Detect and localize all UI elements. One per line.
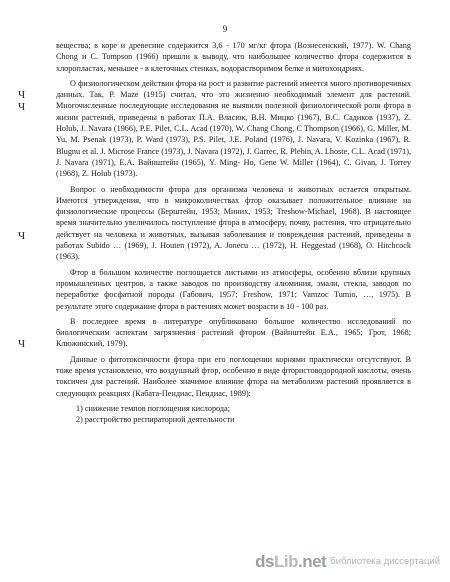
paragraph: Данные о фитотоксичности фтора при его поглощении корнями практически отсутствуют. В тоже время установлено, что воздушный фтор, особенно в виде фтористоводородной кислоты, очень токсичен для растений. Наиболее значимое влияние фтора на метаболизм растений проявляется в следующих реакциях (Кабата-Пендиас, Пендиас, 1989): [56, 354, 411, 398]
watermark-caption: библиотека диссертаций [330, 556, 440, 567]
effects-list [56, 403, 411, 426]
margin-mark: Ч [18, 230, 26, 242]
paragraph: О физиологическом действии фтора на рост и развитие растений имеется много противоречивых данных. Так, P. Maze (1915) считал, что это жизненно необходимый элемент для растений. Многочисленные последующие исследования не выявили полезной физиологической роли фтора в жизни растений, приведены в работах П.А. Власюк, В.Н. Мицко (1967), В.С. Садиков (1937), Z. Holub, J. Navara (1966), P.E. Pilet, C.L. Acad (1970), W. Chang Chong, C Thompson (1966), G. Miller, M. Yu, M. Psenak (1973), P. Ward (1973), P.S. Pilet, J.E. Poland (1976), J. Navara, V. Kozinka (1967), R. Blugnu et al. J. Microse France (1973), J. Navara (1972), J. Garrec, R. Plebin, A. Lhoste, C.L. Acad (1971), J. Navara (1971), Е.А. Вайнштейн (1965), Y. Ming- Ho, Gene W. Miller (1964), C. Givan, J. Torrey (1968), Z. Holub (1973). [56, 78, 411, 179]
watermark [255, 552, 440, 572]
margin-mark: Ч [18, 338, 26, 350]
list-item: 2) расстройство респираторной деятельности [76, 415, 235, 425]
list-item: 1) снижение темпов поглощения кислорода; [76, 403, 230, 413]
page-number: 9 [222, 24, 228, 34]
logo-ds: ds [255, 552, 274, 571]
document-body [56, 40, 411, 426]
logo-tld: .net [297, 552, 327, 571]
logo-lib: Lib [273, 552, 298, 571]
paragraph: Фтор в большом количестве поглощается листьями из атмосферы, особенно вблизи крупных промышленных центров, а также заводов по производству алюминия, эмали, стекла, заводов по переработке фосфатной породы (Габович, 1957; Freshow, 1971; Vamzoc Tumio, …, 1975). В результате этого содержание фтора в растениях может возрасти в 10 - 100 раз. [56, 267, 411, 311]
paragraph: В последнее время в литературе опубликовано большое количество исследований по биологическим аспектам загрязнения растений фтором (Вайнштейн Е.А., 1965; Грот, 1968; Клюжинский, 1979). [56, 316, 411, 349]
paragraph: Вопрос о необходимости фтора для организма человека и животных остается открытым. Имеются утверждения, что в микроколичествах фтор оказывает положительное влияние на физиологические процессы (Берштейн, 1953; Миних, 1953; Treshow-Michael, 1968). В настоящее время значительно увеличилось поступление фтора в атмосферу, почву, растения, что отрицательно действует на человека и животных, вызывая заболевания и повреждения растений, приведены в работах Subido … (1969), J. Houten (1972), A. Joneсu … (1972), H. Heggestad (1968), O. Hitchcock (1963). [56, 184, 411, 262]
dslib-logo [255, 552, 326, 572]
margin-mark: Ч [18, 101, 26, 113]
paragraph: вещества; в коре и древесине содержится 3,6 - 170 мг/кг фтора (Вознесенский, 1977). W. Chang Chong и C. Tompson (1966) пришли к выводу, что наибольшее количество фтора содержится в хлоропластах, меньшее - в клеточных стенках, водорастворимом белке и митохондриях. [56, 41, 411, 73]
margin-mark: Ч [18, 89, 26, 101]
